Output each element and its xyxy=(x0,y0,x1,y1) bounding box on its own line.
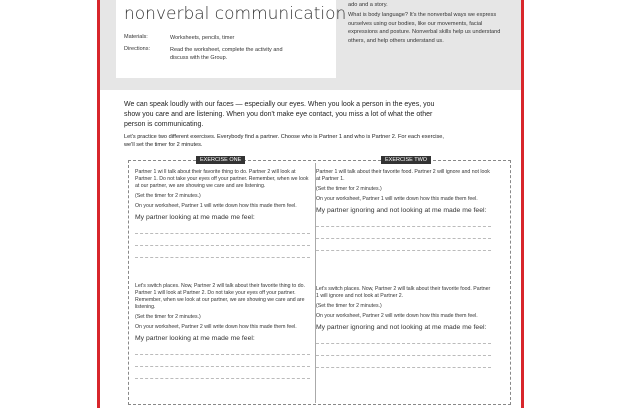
timer-note: (Set the timer for 2 minutes.) xyxy=(316,186,382,192)
exercise-text: Let's switch places. Now, Partner 2 will talk about their favorite thing to do. Partner 1 will look at Partner 2. Do not take your eyes off your partner. Remember, when we look at our partner, we are showing we care and are listening. xyxy=(135,283,305,310)
answer-line[interactable] xyxy=(316,355,491,356)
page-title: nonverbal communication xyxy=(124,4,347,24)
write-instruction: On your worksheet, Partner 2 will write down how this made them feel. xyxy=(135,324,297,330)
exercise-2-part-1 xyxy=(316,169,491,251)
exercise-two-tag: EXERCISE TWO xyxy=(381,156,431,164)
intro-paragraph: We can speak loudly with our faces — especially our eyes. When you look a person in the eyes, you show you care and are listening. When you don't make eye contact, you miss a lot of what the other person is communicating. xyxy=(124,101,435,128)
exercise-1-part-2 xyxy=(135,283,310,379)
feeling-prompt: My partner looking at me made me feel: xyxy=(135,335,255,342)
answer-line[interactable] xyxy=(135,354,310,355)
answer-line[interactable] xyxy=(316,343,491,344)
write-instruction: On your worksheet, Partner 1 will write down how this made them feel. xyxy=(135,203,297,209)
timer-note: (Set the timer for 2 minutes.) xyxy=(316,303,382,309)
exercise-text: Let's switch places. Now, Partner 2 will talk about their favorite food. Partner 1 will ignore and not look at Partner 2. xyxy=(316,286,491,299)
exercise-1-part-1 xyxy=(135,169,310,258)
answer-line[interactable] xyxy=(316,367,491,368)
timer-note: (Set the timer for 2 minutes.) xyxy=(135,193,201,199)
exercise-text: Partner 1 wi ll talk about their favorite thing to do. Partner 2 will look at Partner 1. Do not take your eyes off your partner. Remember, when we look at our partner, we are showing we care and are listening. xyxy=(135,169,309,189)
answer-line[interactable] xyxy=(135,378,310,379)
write-instruction: On your worksheet, Partner 2 will write down how this made them feel. xyxy=(316,313,478,319)
instructions-paragraph: Let's practice two different exercises. Everybody find a partner. Choose who is Partner 1 and who is Partner 2. For each exercise, we'll set the timer for 2 minutes. xyxy=(124,134,444,148)
exercise-2-part-2 xyxy=(316,286,491,368)
answer-line[interactable] xyxy=(316,238,491,239)
feeling-prompt: My partner looking at me made me feel: xyxy=(135,214,255,221)
answer-line[interactable] xyxy=(135,257,310,258)
side-text: What is body language? It's the nonverbal ways we express ourselves using our bodies, like our movements, facial expressions and posture. Nonverbal skills help us understand others, and help others understand us. xyxy=(348,12,501,44)
materials-value: Worksheets, pencils, timer xyxy=(170,35,235,41)
side-text-top: ado and a story. xyxy=(348,2,388,8)
write-instruction: On your worksheet, Partner 1 will write down how this made them feel. xyxy=(316,196,478,202)
directions-label: Directions: xyxy=(124,46,150,52)
materials-label: Materials: xyxy=(124,34,148,40)
answer-line[interactable] xyxy=(135,245,310,246)
feeling-prompt: My partner ignoring and not looking at me made me feel: xyxy=(316,207,487,214)
answer-line[interactable] xyxy=(135,233,310,234)
exercise-one-tag: EXERCISE ONE xyxy=(196,156,245,164)
directions-value: Read the worksheet, complete the activity and discuss with the Group. xyxy=(170,47,283,61)
exercise-text: Partner 1 will talk about their favorite food. Partner 2 will ignore and not look at Partner 1. xyxy=(316,169,490,182)
feeling-prompt: My partner ignoring and not looking at me made me feel: xyxy=(316,324,487,331)
answer-line[interactable] xyxy=(316,226,491,227)
answer-line[interactable] xyxy=(135,366,310,367)
timer-note: (Set the timer for 2 minutes.) xyxy=(135,314,201,320)
answer-line[interactable] xyxy=(316,250,491,251)
